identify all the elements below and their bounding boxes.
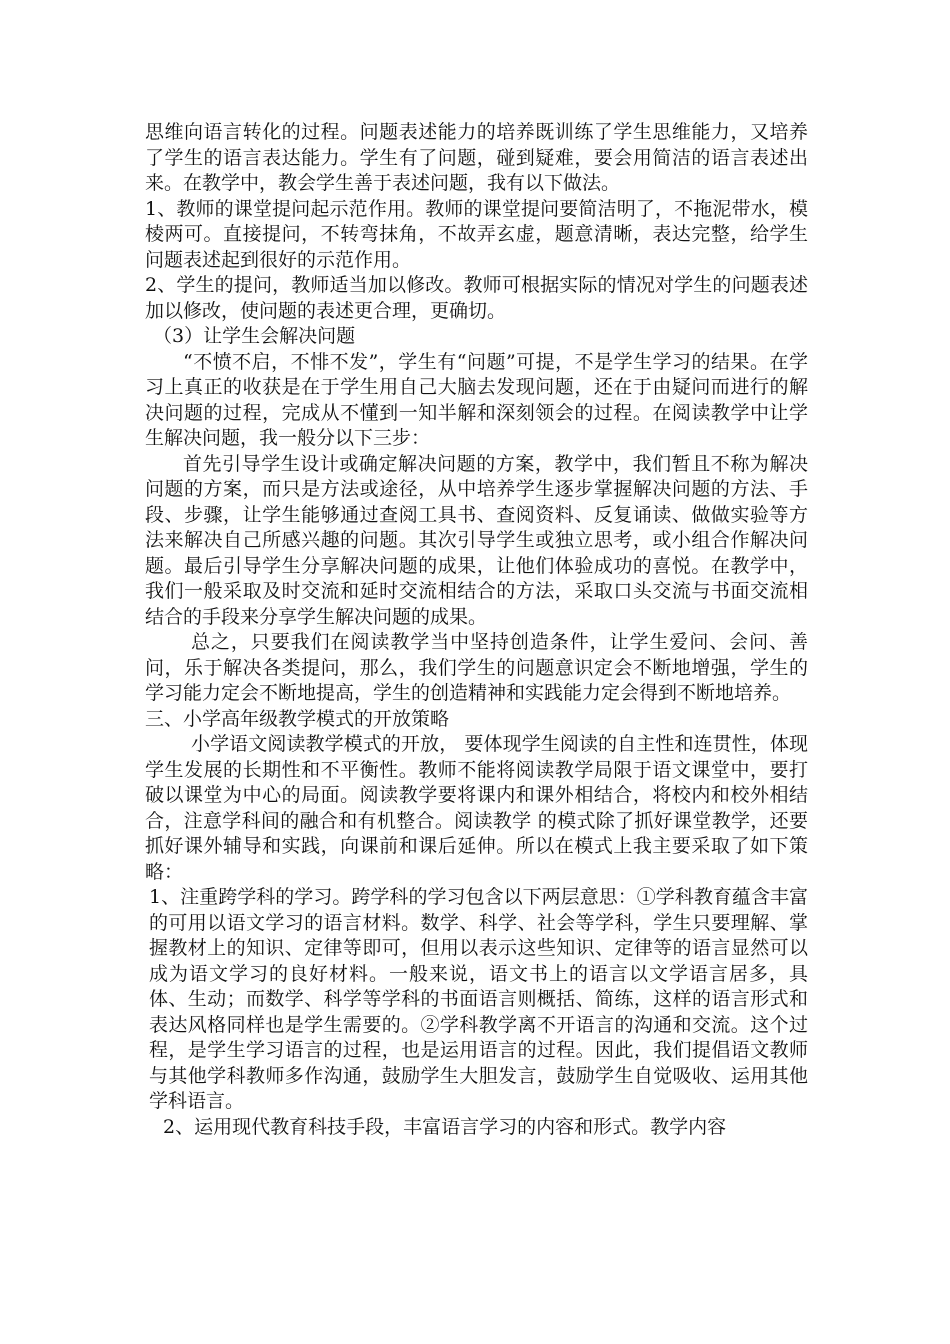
paragraph-teacher-questioning: 1、教师的课堂提问起示范作用。教师的课堂提问要简洁明了，不拖泥带水，模棱两可。直接提问，不转弯抹角，不故弄玄虚，题意清晰，表达完整，给学生问题表述起到很好的示范作用。: [145, 197, 808, 271]
paragraph-cross-subject: 1、注重跨学科的学习。跨学科的学习包含以下两层意思：①学科教育蕴含丰富的可用以语文学习的语言材料。数学、科学、社会等学科，学生只要理解、掌握教材上的知识、定律等即可，但用以表示这些知识、定律等的语言显然可以成为语文学习的良好材料。一般来说，语文书上的语言以文学语言居多，具体、生动；而数学、科学等学科的书面语言则概括、简练，这样的语言形式和表达风格同样也是学生需要的。②学科教学离不开语言的沟通和交流。这个过程，是学生学习语言的过程，也是运用语言的过程。因此，我们提倡语文教师与其他学科教师多作沟通，鼓励学生大胆发言，鼓励学生自觉吸收、运用其他学科语言。: [149, 886, 808, 1112]
paragraph-summary: 总之，只要我们在阅读教学当中坚持创造条件，让学生爱问、会问、善问，乐于解决各类提问，那么，我们学生的问题意识定会不断地增强，学生的学习能力定会不断地提高，学生的创造精神和实践能力定会得到不断地培养。: [145, 631, 808, 704]
section-heading-open-strategy: 三、小学高年级教学模式的开放策略: [145, 707, 450, 730]
paragraph-open-mode: 小学语文阅读教学模式的开放， 要体现学生阅读的自主性和连贯性，体现学生发展的长期性和不平衡性。教师不能将阅读教学局限于语文课堂中，要打破以课堂为中心的局面。阅读教学要将课内和课外相结合，将校内和校外相结合，注意学科间的融合和有机整合。阅读教学 的模式除了抓好课堂教学，还要抓好课外辅导和实践，向课前和课后延伸。所以在模式上我主要采取了如下策略：: [145, 733, 808, 883]
paragraph-modern-technology: 2、运用现代教育科技手段，丰富语言学习的内容和形式。教学内容: [163, 1115, 727, 1138]
paragraph-quote-confucius: “不愤不启，不悱不发”，学生有“问题”可提，不是学生学习的结果。在学习上真正的收获是在于学生用自己大脑去发现问题，还在于由疑问而进行的解决问题的过程，完成从不懂到一知半解和深刻领会的过程。在阅读教学中让学生解决问题，我一般分以下三步：: [145, 350, 808, 449]
section-heading-solve-problems: （3）让学生会解决问题: [153, 325, 356, 347]
paragraph-three-steps: 首先引导学生设计或确定解决问题的方案，教学中，我们暂且不称为解决问题的方案，而只是方法或途径，从中培养学生逐步掌握解决问题的方法、手段、步骤，让学生能够通过查阅工具书、查阅资料、反复诵读、做做实验等方法来解决自己所感兴趣的问题。其次引导学生或独立思考，或小组合作解决问题。最后引导学生分享解决问题的成果，让他们体验成功的喜悦。在教学中，我们一般采取及时交流和延时交流相结合的方法，采取口头交流与书面交流相结合的手段来分享学生解决问题的成果。: [145, 452, 808, 628]
document-page: [145, 120, 808, 1140]
paragraph-student-questions: 2、学生的提问，教师适当加以修改。教师可根据实际的情况对学生的问题表述加以修改，使问题的表述更合理，更确切。: [145, 274, 808, 322]
paragraph-problem-expression: 思维向语言转化的过程。问题表述能力的培养既训练了学生思维能力，又培养了学生的语言表达能力。学生有了问题，碰到疑难，要会用简洁的语言表述出来。在教学中，教会学生善于表述问题，我有以下做法。: [145, 121, 808, 194]
